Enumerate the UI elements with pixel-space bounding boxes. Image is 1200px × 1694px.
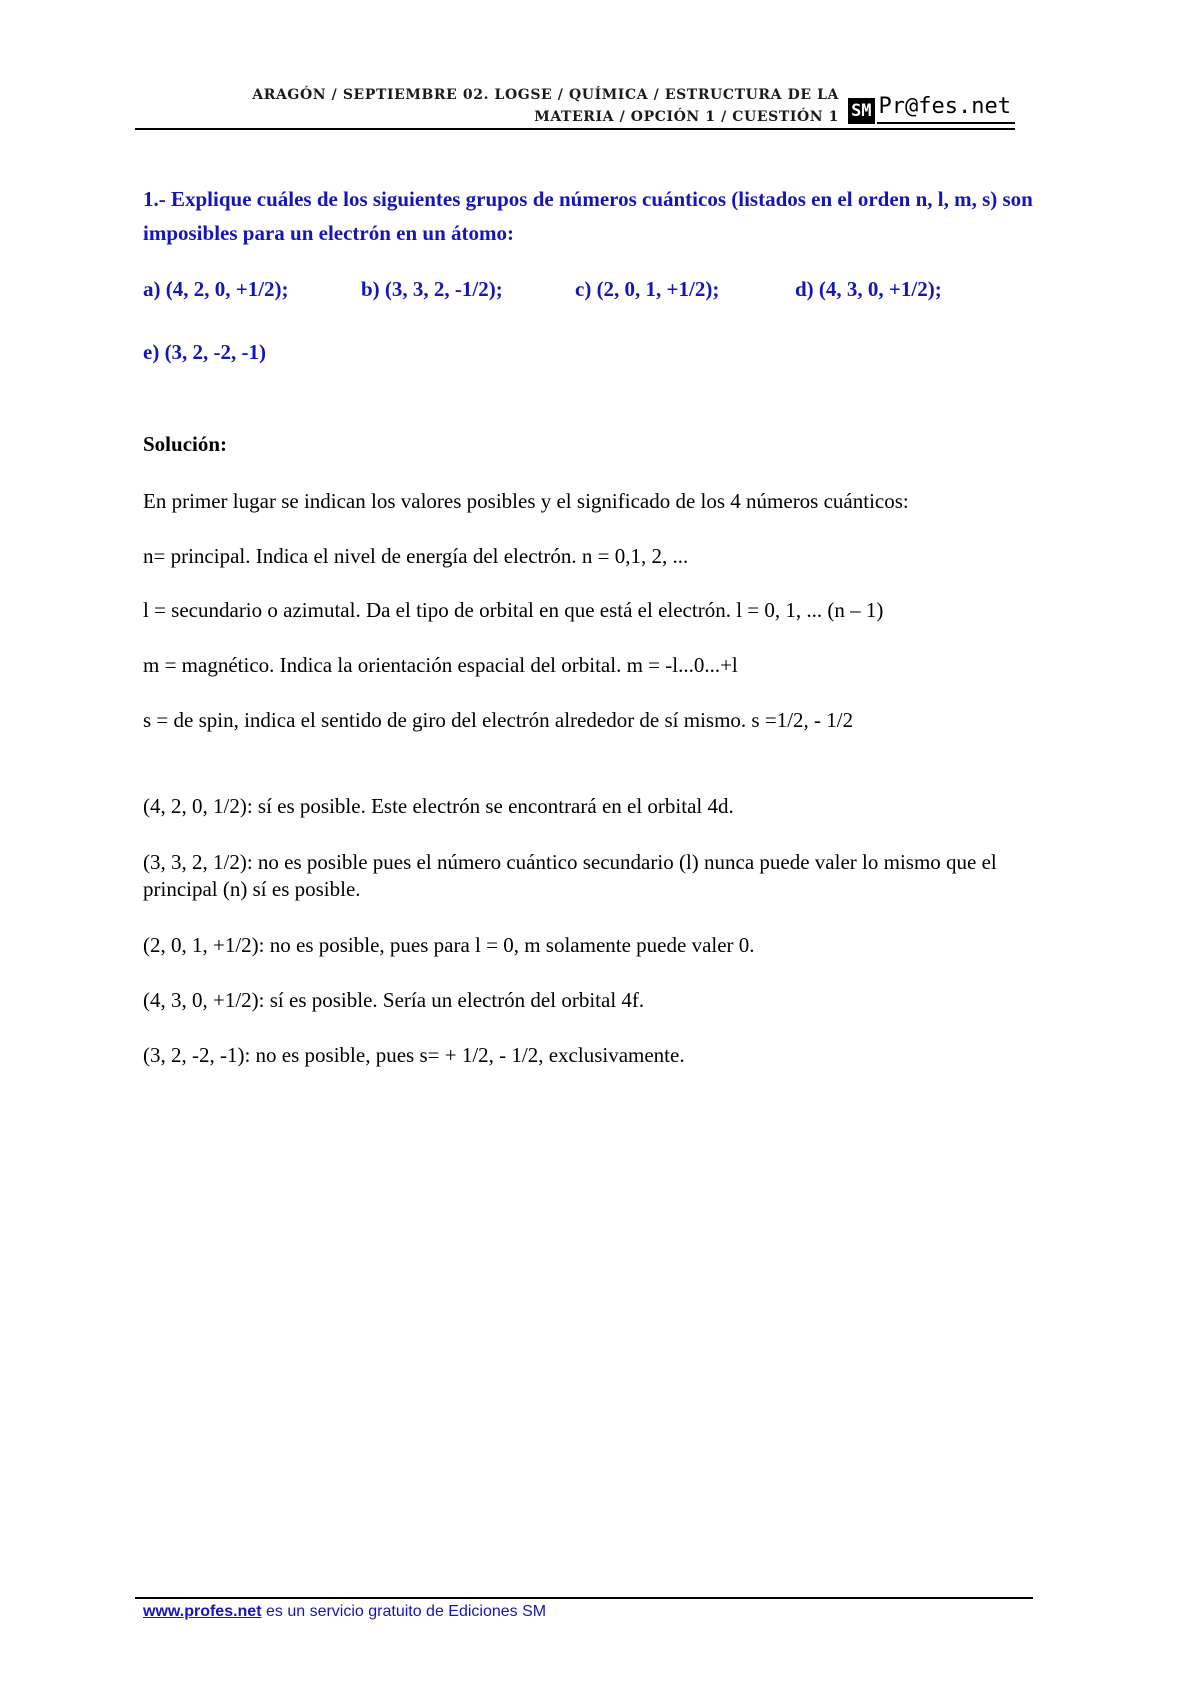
footer-text: es un servicio gratuito de Ediciones SM — [261, 1603, 547, 1620]
answer-c: (2, 0, 1, +1/2): no es posible, pues para l = 0, m solamente puede valer 0. — [143, 933, 755, 957]
question-text: 1.- Explique cuáles de los siguientes grupos de números cuánticos (listados en el orden n, l, m, s) son imposibles para un electrón en un átomo: — [143, 187, 1033, 245]
definition-s: s = de spin, indica el sentido de giro del electrón alrededor de sí mismo. s =1/2, - 1/2 — [143, 708, 854, 732]
option-d: d) (4, 3, 0, +1/2); — [795, 277, 942, 301]
page-header — [135, 84, 1015, 130]
header-line-2: MATERIA / OPCIÓN 1 / CUESTIÓN 1 — [534, 109, 839, 125]
answer-d: (4, 3, 0, +1/2): sí es posible. Sería un electrón del orbital 4f. — [143, 988, 645, 1012]
option-c: c) (2, 0, 1, +1/2); — [575, 277, 720, 301]
definition-m: m = magnético. Indica la orientación espacial del orbital. m = -l...0...+l — [143, 653, 738, 677]
logo-badge: SM — [848, 98, 874, 124]
solution-intro: En primer lugar se indican los valores posibles y el significado de los 4 números cuánticos: — [143, 489, 909, 513]
option-e: e) (3, 2, -2, -1) — [143, 340, 267, 364]
header-divider — [135, 128, 1015, 130]
footer-link[interactable]: www.profes.net — [143, 1603, 262, 1620]
option-a: a) (4, 2, 0, +1/2); — [143, 277, 289, 301]
logo-text: Pr@fes.net — [877, 93, 1015, 124]
page-footer — [143, 1603, 546, 1621]
definition-l: l = secundario o azimutal. Da el tipo de orbital en que está el electrón. l = 0, 1, ... (n – 1) — [143, 598, 884, 622]
solution-title: Solución: — [143, 432, 228, 456]
header-line-1: ARAGÓN / SEPTIEMBRE 02. LOGSE / QUÍMICA / ESTRUCTURA DE LA — [252, 87, 839, 103]
definition-n: n= principal. Indica el nivel de energía del electrón. n = 0,1, 2, ... — [143, 544, 689, 568]
answer-b: (3, 3, 2, 1/2): no es posible pues el número cuántico secundario (l) nunca puede valer lo mismo que el principal (n) sí es posible. — [143, 850, 997, 901]
profes-logo — [848, 88, 1015, 124]
answer-e: (3, 2, -2, -1): no es posible, pues s= + 1/2, - 1/2, exclusivamente. — [143, 1043, 685, 1067]
header-title — [252, 84, 839, 128]
footer-divider — [135, 1597, 1033, 1599]
option-b: b) (3, 3, 2, -1/2); — [361, 277, 503, 301]
answer-a: (4, 2, 0, 1/2): sí es posible. Este electrón se encontrará en el orbital 4d. — [143, 794, 734, 818]
